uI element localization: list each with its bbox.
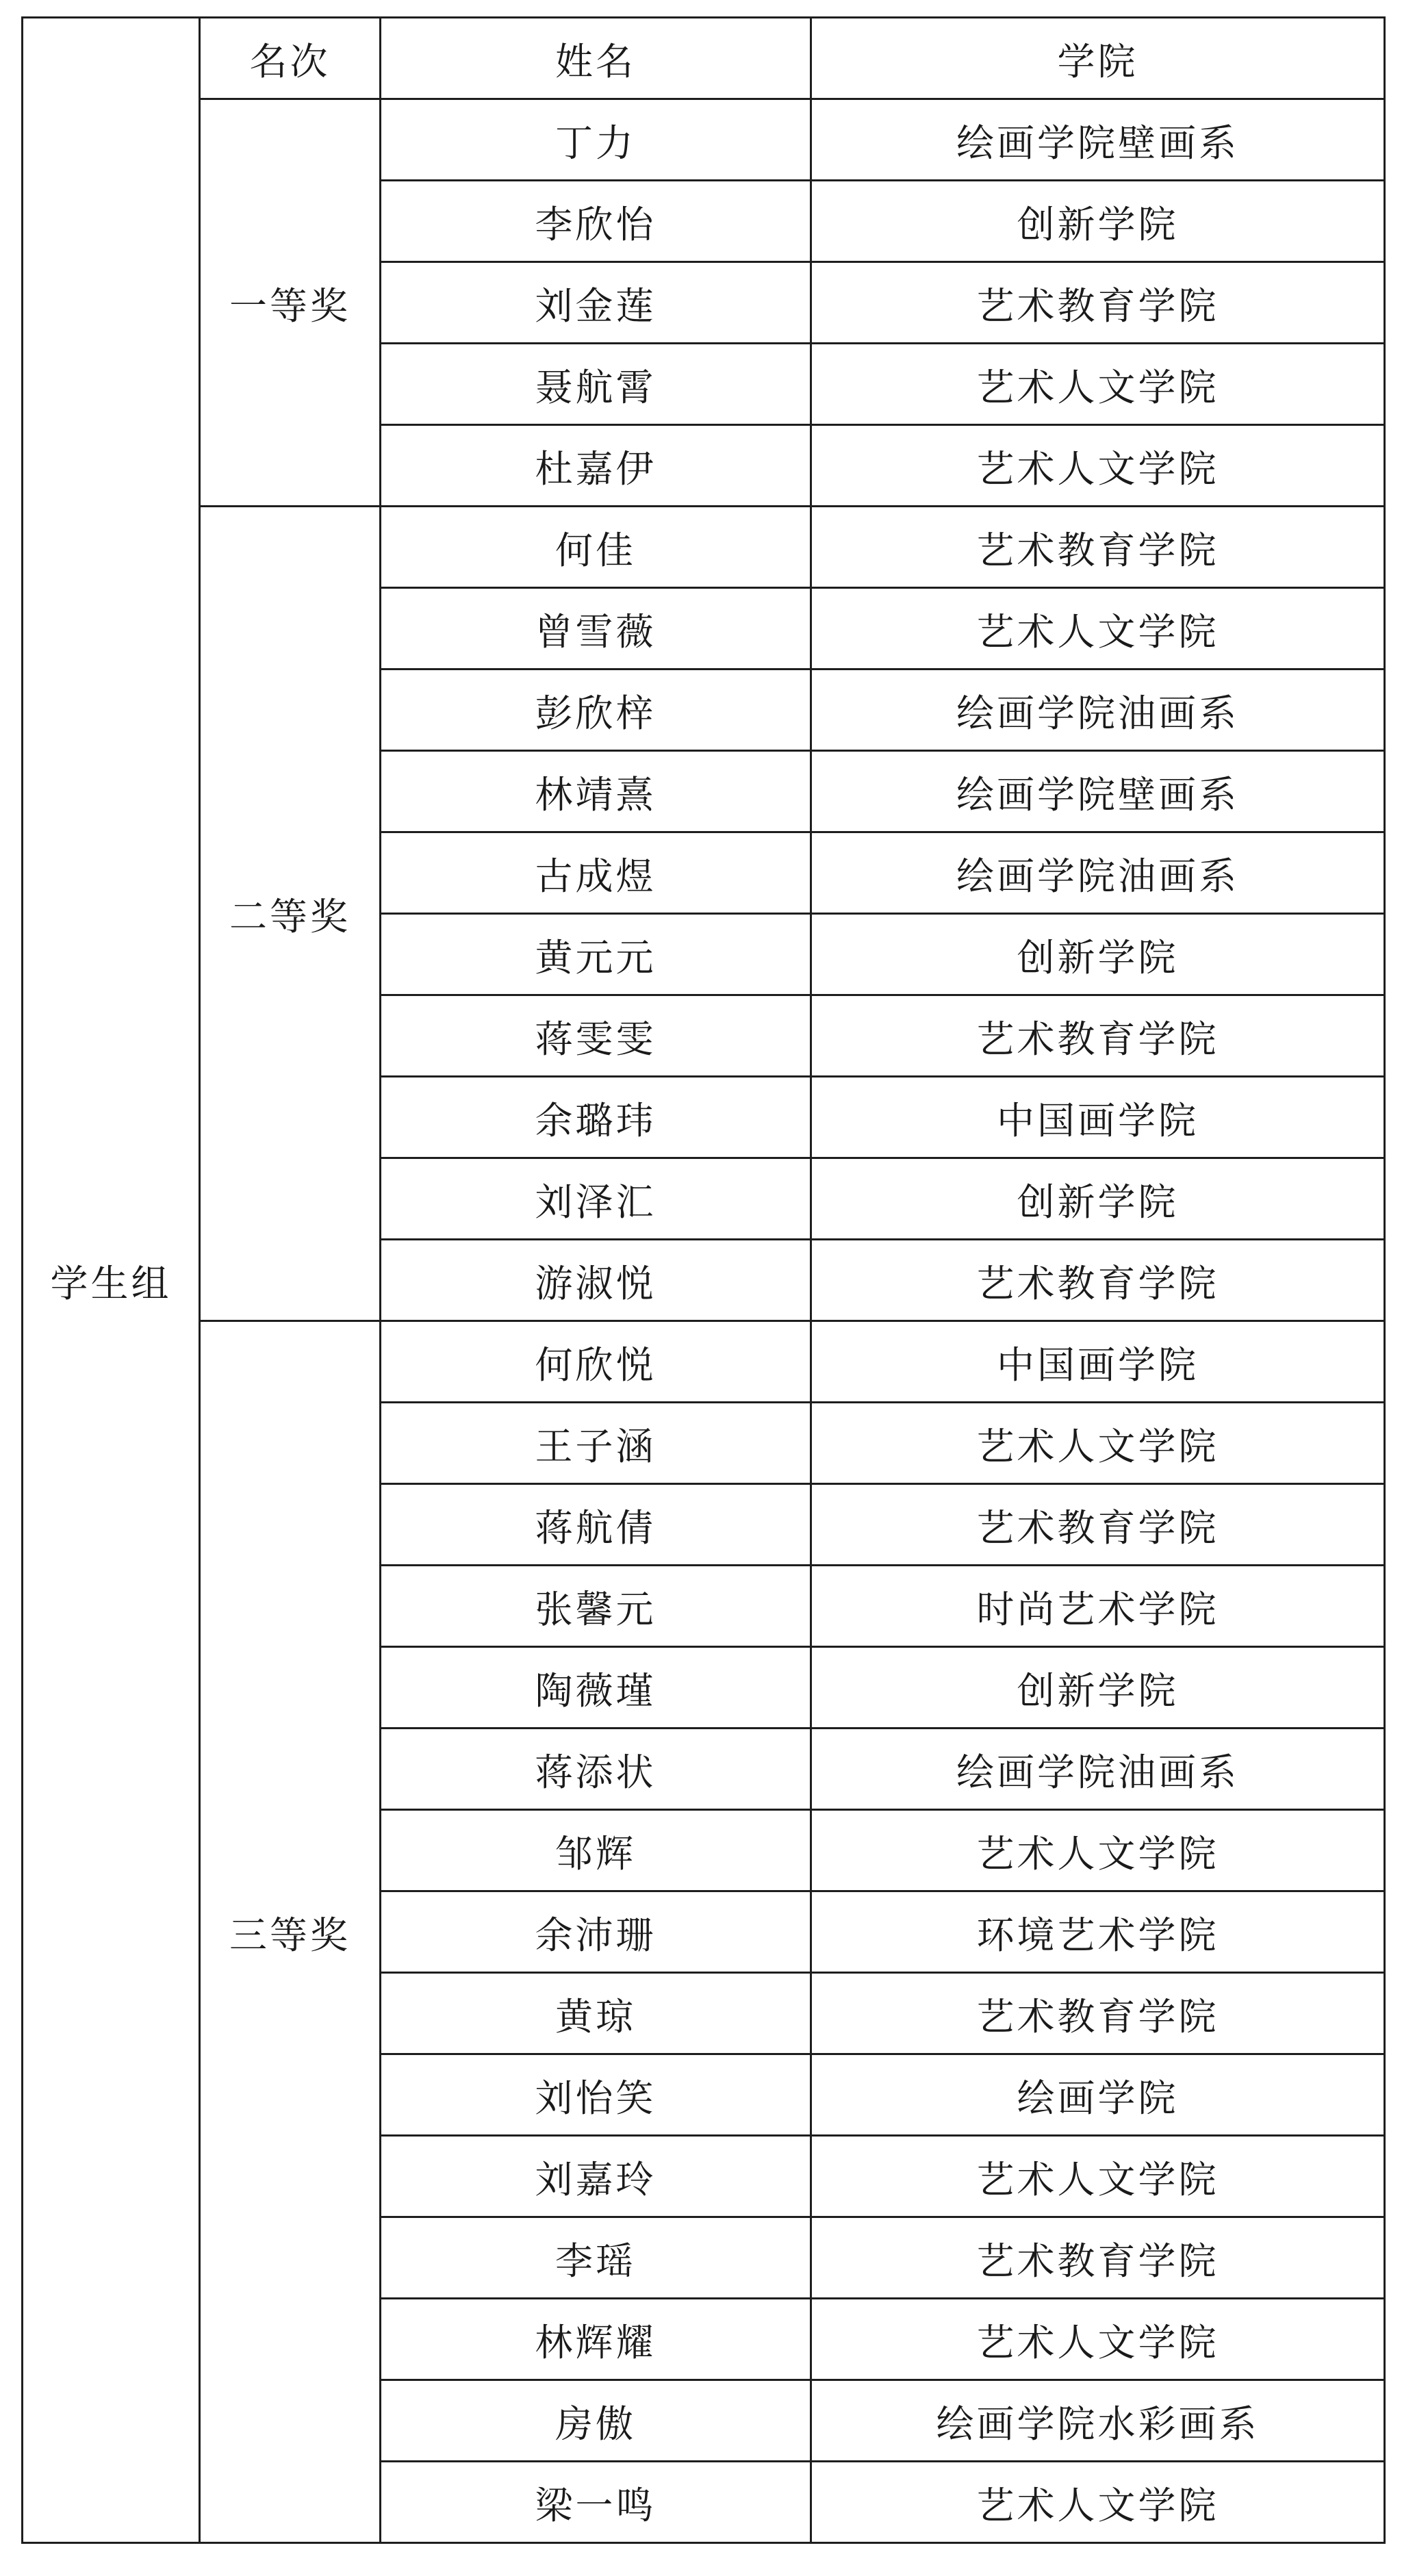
name-cell: 游淑悦	[381, 1240, 811, 1321]
college-cell: 艺术人文学院	[811, 2299, 1385, 2380]
college-cell: 创新学院	[811, 1647, 1385, 1729]
college-cell: 绘画学院油画系	[811, 1729, 1385, 1810]
name-cell: 邹辉	[381, 1810, 811, 1891]
college-cell: 艺术人文学院	[811, 344, 1385, 425]
name-cell: 何欣悦	[381, 1321, 811, 1403]
college-cell: 中国画学院	[811, 1077, 1385, 1158]
name-cell: 聂航霄	[381, 344, 811, 425]
name-cell: 曾雪薇	[381, 588, 811, 669]
name-cell: 李瑶	[381, 2217, 811, 2299]
name-cell: 房傲	[381, 2380, 811, 2462]
college-cell: 创新学院	[811, 914, 1385, 995]
college-cell: 绘画学院	[811, 2054, 1385, 2136]
table-row	[23, 1321, 1385, 1403]
college-cell: 艺术人文学院	[811, 425, 1385, 507]
college-cell: 艺术人文学院	[811, 588, 1385, 669]
college-cell: 艺术人文学院	[811, 2136, 1385, 2217]
name-cell: 李欣怡	[381, 181, 811, 262]
header-row	[23, 18, 1385, 99]
college-cell: 艺术教育学院	[811, 1240, 1385, 1321]
table-row	[23, 507, 1385, 588]
college-cell: 时尚艺术学院	[811, 1566, 1385, 1647]
name-cell: 王子涵	[381, 1403, 811, 1484]
college-cell: 艺术人文学院	[811, 1810, 1385, 1891]
college-cell: 绘画学院油画系	[811, 832, 1385, 914]
college-cell: 创新学院	[811, 181, 1385, 262]
college-cell: 艺术教育学院	[811, 2217, 1385, 2299]
name-cell: 黄元元	[381, 914, 811, 995]
college-cell: 中国画学院	[811, 1321, 1385, 1403]
college-cell: 绘画学院油画系	[811, 669, 1385, 751]
name-cell: 余沛珊	[381, 1891, 811, 1973]
name-cell: 刘怡笑	[381, 2054, 811, 2136]
name-cell: 林靖熹	[381, 751, 811, 832]
name-cell: 张馨元	[381, 1566, 811, 1647]
rank-cell: 一等奖	[200, 99, 381, 507]
header-college: 学院	[811, 18, 1385, 99]
name-cell: 丁力	[381, 99, 811, 181]
rank-cell: 二等奖	[200, 507, 381, 1321]
name-cell: 何佳	[381, 507, 811, 588]
college-cell: 创新学院	[811, 1158, 1385, 1240]
header-rank: 名次	[200, 18, 381, 99]
college-cell: 环境艺术学院	[811, 1891, 1385, 1973]
name-cell: 杜嘉伊	[381, 425, 811, 507]
name-cell: 蒋添状	[381, 1729, 811, 1810]
table-body	[23, 18, 1385, 2543]
table-row	[23, 99, 1385, 181]
award-table	[21, 16, 1386, 2544]
name-cell: 黄琼	[381, 1973, 811, 2054]
rank-cell: 三等奖	[200, 1321, 381, 2543]
college-cell: 绘画学院水彩画系	[811, 2380, 1385, 2462]
college-cell: 艺术人文学院	[811, 2462, 1385, 2543]
name-cell: 彭欣梓	[381, 669, 811, 751]
name-cell: 梁一鸣	[381, 2462, 811, 2543]
header-name: 姓名	[381, 18, 811, 99]
name-cell: 林辉耀	[381, 2299, 811, 2380]
name-cell: 刘泽汇	[381, 1158, 811, 1240]
college-cell: 绘画学院壁画系	[811, 99, 1385, 181]
college-cell: 艺术教育学院	[811, 1484, 1385, 1566]
college-cell: 艺术教育学院	[811, 1973, 1385, 2054]
college-cell: 艺术教育学院	[811, 995, 1385, 1077]
college-cell: 艺术教育学院	[811, 262, 1385, 344]
college-cell: 艺术教育学院	[811, 507, 1385, 588]
group-label-cell: 学生组	[23, 18, 200, 2543]
name-cell: 陶薇瑾	[381, 1647, 811, 1729]
college-cell: 绘画学院壁画系	[811, 751, 1385, 832]
name-cell: 蒋雯雯	[381, 995, 811, 1077]
college-cell: 艺术人文学院	[811, 1403, 1385, 1484]
name-cell: 刘金莲	[381, 262, 811, 344]
name-cell: 余璐玮	[381, 1077, 811, 1158]
name-cell: 蒋航倩	[381, 1484, 811, 1566]
name-cell: 古成煜	[381, 832, 811, 914]
name-cell: 刘嘉玲	[381, 2136, 811, 2217]
